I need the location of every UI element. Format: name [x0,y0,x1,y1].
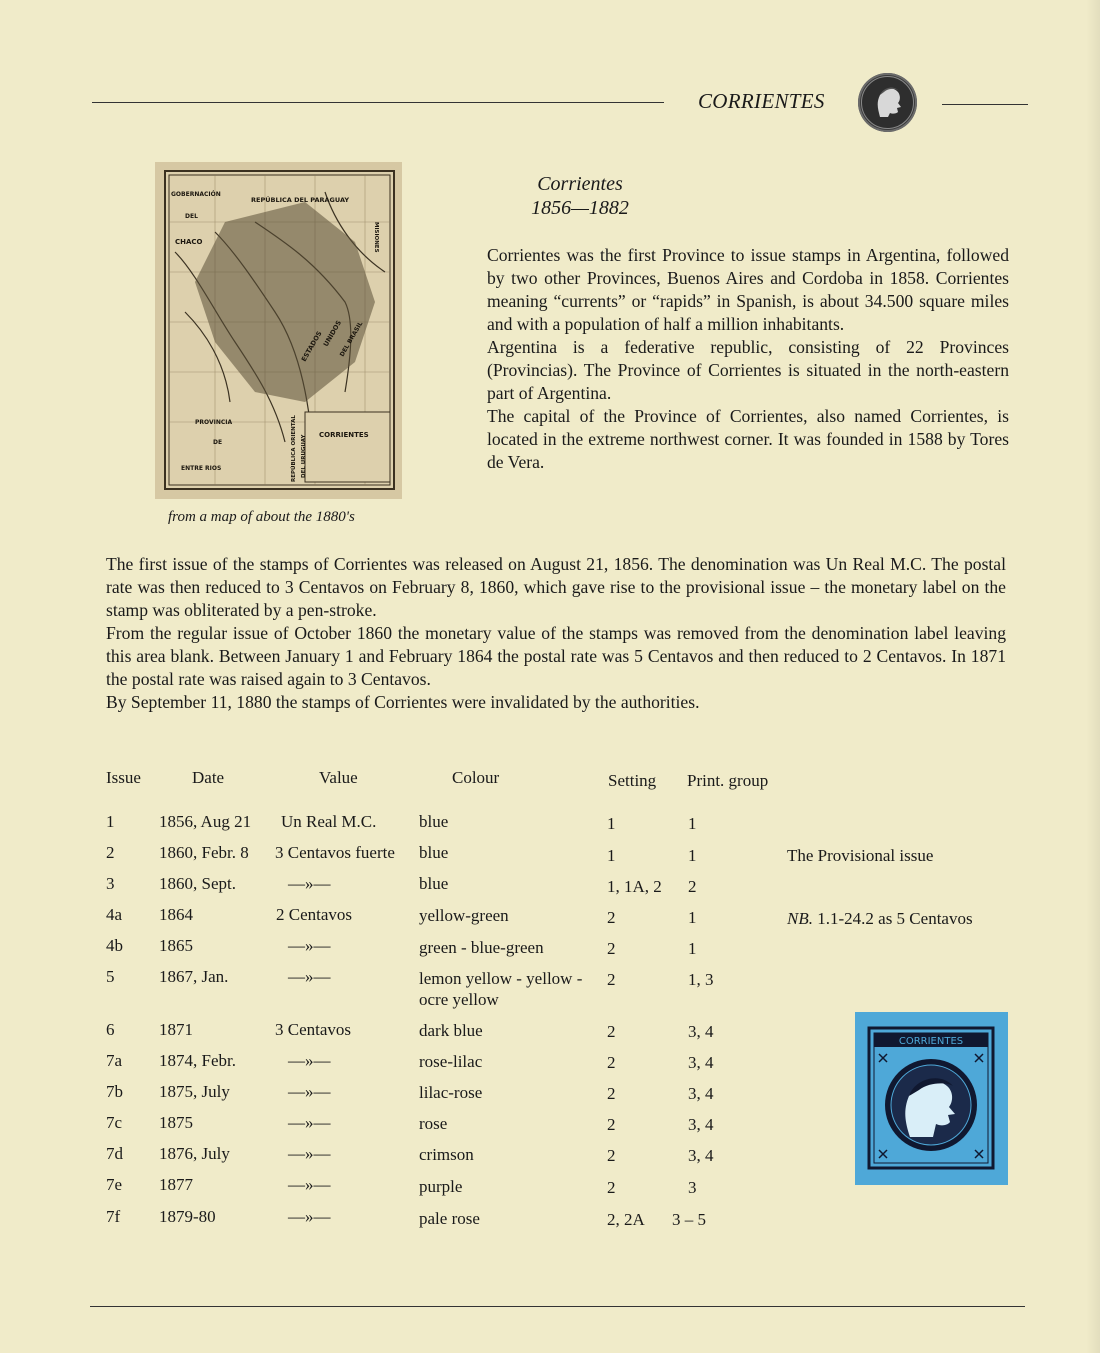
cell-value: —»— [288,967,331,986]
cell-value: —»— [288,1207,331,1226]
page-edge-shadow [1086,0,1100,1353]
cell-print-group: 3, 4 [688,1053,714,1072]
history-text [106,553,1006,714]
cell-value: —»— [288,874,331,893]
cell-issue: 4b [106,936,123,955]
cell-value: 2 Centavos [276,905,353,924]
cell-colour: blue [419,812,449,831]
cell-setting: 1 [607,814,616,833]
cell-value: Un Real M.C. [281,812,377,831]
cell-date: 1875 [159,1113,193,1132]
cell-setting: 2 [607,908,616,927]
map-label-brasil: DEL BRASIL [338,320,365,358]
cell-setting: 2 [607,1084,616,1103]
col-header-print-group: Print. group [687,771,769,790]
cell-value: 3 Centavos fuerte [275,843,395,862]
cell-date: 1856, Aug 21 [159,812,252,831]
provisional-note: The Provisional issue [787,846,934,865]
cell-date: 1867, Jan. [159,967,229,986]
col-header-colour: Colour [452,768,500,787]
seal-head-icon [858,73,917,132]
cell-setting: 2 [607,970,616,989]
cell-date: 1860, Sept. [159,874,236,893]
cell-issue: 7a [106,1051,123,1070]
cell-colour: yellow-green [419,906,509,925]
header-rule-right [942,104,1028,105]
map-label-corrientes: CORRIENTES [319,431,369,439]
section-title-years: 1856—1882 [531,197,629,219]
intro-text [487,244,1009,474]
map-label-misiones: MISIONES [373,222,379,253]
cell-value: —»— [288,1113,331,1132]
header-rule-left [92,102,664,103]
map-label-del: DEL [185,213,198,220]
nb-text: 1.1-24.2 as 5 Centavos [817,909,973,928]
map-label-estados: ESTADOS [299,329,324,363]
cell-date: 1874, Febr. [159,1051,236,1070]
cell-date: 1877 [159,1175,193,1194]
cell-issue: 3 [106,874,115,893]
cell-setting: 2 [607,939,616,958]
map-label-de: DE [213,439,223,446]
cell-value: —»— [288,1082,331,1101]
cell-print-group: 3, 4 [688,1022,714,1041]
cell-print-group: 3, 4 [688,1084,714,1103]
footer-rule [90,1306,1025,1307]
cell-setting: 2 [607,1022,616,1041]
cell-issue: 2 [106,843,115,862]
cell-colour: blue [419,874,449,893]
map-label-republica-oriental: REPÚBLICA ORIENTAL [291,415,297,482]
history-paragraph: By September 11, 1880 the stamps of Corrientes were invalidated by the authorities. [106,692,700,712]
section-title-name: Corrientes [537,173,623,195]
intro-paragraph: The capital of the Province of Corrientes, also named Corrientes, is located in the extreme northwest corner. It was founded in 1588 by Tores de Vera. [487,406,1009,472]
cell-setting: 1 [607,846,616,865]
cell-setting: 2, 2A [607,1210,645,1229]
cell-value: —»— [288,1144,331,1163]
map-label-gobernacion: GOBERNACIÓN [171,191,221,198]
cell-issue: 7d [106,1144,123,1163]
cell-date: 1865 [159,936,193,955]
cell-setting: 2 [607,1115,616,1134]
cell-setting: 1, 1A, 2 [607,877,662,896]
cell-colour: rose-lilac [419,1052,483,1071]
map-label-unidos: UNIDOS [321,319,344,348]
nb-note [787,909,973,929]
historic-map-image [155,162,402,499]
cell-print-group: 2 [688,877,697,896]
cell-print-group: 3 – 5 [672,1210,706,1229]
history-paragraph: The first issue of the stamps of Corrientes was released on August 21, 1856. The denomination was Un Real M.C. The postal rate was then reduced to 3 Centavos on February 8, 1860, which gave rise to the provisional issue – the monetary label on the stamp was obliterated by a pen-stroke. [106,554,1006,620]
intro-paragraph: Corrientes was the first Province to issue stamps in Argentina, followed by two other Provinces, Buenos Aires and Cordoba in 1858. Corrientes meaning “currents” or “rapids” in Spanish, is about 34.500 square miles and with a population of half a million inhabitants. [487,245,1009,334]
cell-date: 1871 [159,1020,193,1039]
map-label-paraguay: REPÚBLICA DEL PARAGUAY [251,196,350,204]
cell-print-group: 3, 4 [688,1115,714,1134]
cell-issue: 7f [106,1207,121,1226]
cell-colour: lilac-rose [419,1083,483,1102]
section-title [500,172,660,220]
history-paragraph: From the regular issue of October 1860 the monetary value of the stamps was removed from the denomination label leaving this area blank. Between January 1 and February 1864 the postal rate was 5 Centavos and then reduced to 2 Centavos. In 1871 the postal rate was raised again to 3 Centavos. [106,623,1006,689]
cell-setting: 2 [607,1178,616,1197]
cell-colour: rose [419,1114,448,1133]
cell-issue: 7c [106,1113,123,1132]
col-header-issue: Issue [106,768,141,787]
cell-print-group: 3 [688,1178,697,1197]
col-header-setting: Setting [608,771,657,790]
cell-date: 1875, July [159,1082,230,1101]
nb-label: NB. [787,909,813,928]
cell-print-group: 1 [688,908,697,927]
col-header-value: Value [319,768,358,787]
cell-colour: pale rose [419,1209,480,1228]
cell-issue: 5 [106,967,115,986]
stamp-image [855,1012,1008,1185]
cell-colour: lemon yellow - yellow - ocre yellow [419,969,583,1009]
cell-issue: 1 [106,812,115,831]
cell-print-group: 1, 3 [688,970,714,989]
cell-value: 3 Centavos [275,1020,352,1039]
cell-colour: green - blue-green [419,938,544,957]
cell-date: 1860, Febr. 8 [159,843,249,862]
map-label-provincia: PROVINCIA [195,419,233,426]
cell-print-group: 1 [688,814,697,833]
page-title: CORRIENTES [698,89,825,113]
cell-colour: purple [419,1177,463,1196]
cell-date: 1879-80 [159,1207,216,1226]
cell-setting: 2 [607,1053,616,1072]
cell-print-group: 1 [688,846,697,865]
cell-value: —»— [288,936,331,955]
map-label-uruguay: DEL URUGUAY [301,434,307,478]
cell-print-group: 3, 4 [688,1146,714,1165]
map-label-entre-rios: ENTRE RIOS [181,465,222,472]
cell-colour: crimson [419,1145,474,1164]
stamp-label: CORRIENTES [898,1036,964,1047]
cell-issue: 7b [106,1082,123,1101]
cell-colour: blue [419,843,449,862]
cell-value: —»— [288,1051,331,1070]
col-header-date: Date [192,768,225,787]
cell-date: 1864 [159,905,193,924]
map-label-chaco: CHACO [175,238,203,246]
cell-issue: 4a [106,905,123,924]
cell-setting: 2 [607,1146,616,1165]
map-caption: from a map of about the 1880's [168,509,355,525]
cell-date: 1876, July [159,1144,230,1163]
intro-paragraph: Argentina is a federative republic, consisting of 22 Provinces (Provincias). The Province of Corrientes is situated in the north-eastern part of Argentina. [487,337,1009,403]
cell-colour: dark blue [419,1021,483,1040]
cell-issue: 7e [106,1175,123,1194]
cell-issue: 6 [106,1020,115,1039]
cell-print-group: 1 [688,939,697,958]
cell-value: —»— [288,1175,331,1194]
